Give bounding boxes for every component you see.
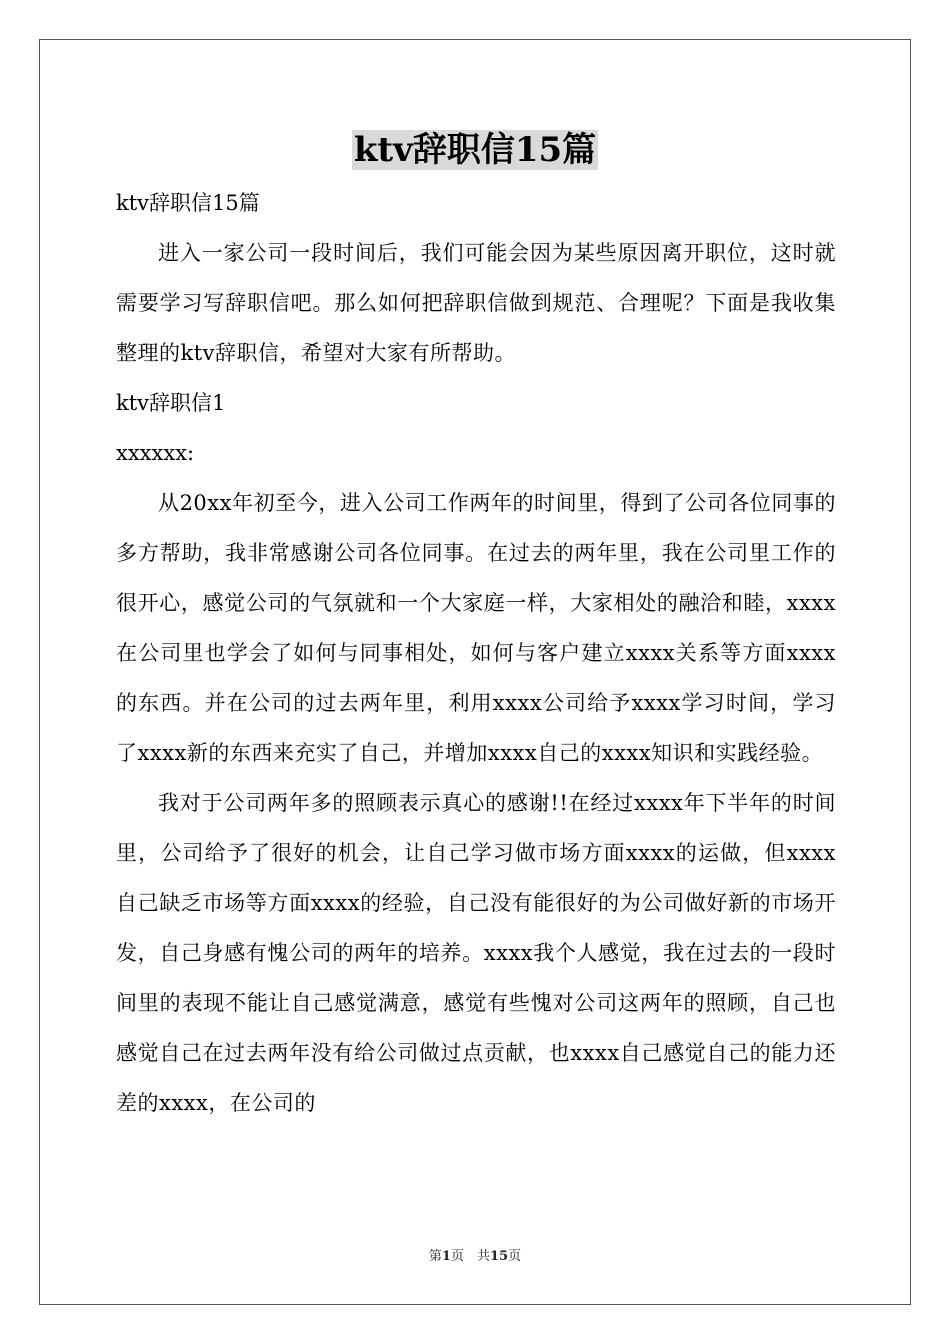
- letter-salutation: xxxxxx:: [116, 441, 195, 465]
- footer-page-prefix: 第: [428, 1249, 442, 1264]
- footer-page-current: 1: [441, 1249, 451, 1264]
- footer-page-total: 15: [489, 1249, 509, 1264]
- footer-page-suffix: 页: [508, 1249, 522, 1264]
- document-title: [0, 128, 950, 172]
- document-subtitle: ktv辞职信15篇: [116, 191, 260, 215]
- footer-page-mid: 页 共: [450, 1249, 490, 1264]
- section-heading: ktv辞职信1: [116, 391, 226, 415]
- body-paragraph-2: 我对于公司两年多的照顾表示真心的感谢!!在经过xxxx年下半年的时间里，公司给予了很好的机会，让自己学习做市场方面xxxx的运做，但xxxx自己缺乏市场等方面xxxx的经验，自己没有能很好的为公司做好新的市场开发，自己身感有愧公司的两年的培养。xxxx我个人感觉，我在过去的一段时间里的表现不能让自己感觉满意，感觉有些愧对公司这两年的照顾，自己也感觉自己在过去两年没有给公司做过点贡献，也xxxx自己感觉自己的能力还差的xxxx，在公司的: [116, 791, 836, 1115]
- body-paragraph-1: 从20xx年初至今，进入公司工作两年的时间里，得到了公司各位同事的多方帮助，我非常感谢公司各位同事。在过去的两年里，我在公司里工作的很开心，感觉公司的气氛就和一个大家庭一样，大家相处的融洽和睦，xxxx在公司里也学会了如何与同事相处，如何与客户建立xxxx关系等方面xxxx的东西。并在公司的过去两年里，利用xxxx公司给予xxxx学习时间，学习了xxxx新的东西来充实了自己，并增加xxxx自己的xxxx知识和实践经验。: [116, 491, 836, 765]
- page-footer: [0, 1248, 950, 1266]
- document-body: [116, 178, 836, 1128]
- document-title-text: ktv辞职信15篇: [353, 130, 597, 170]
- intro-paragraph: 进入一家公司一段时间后，我们可能会因为某些原因离开职位，这时就需要学习写辞职信吧。那么如何把辞职信做到规范、合理呢？下面是我收集整理的ktv辞职信，希望对大家有所帮助。: [116, 241, 836, 365]
